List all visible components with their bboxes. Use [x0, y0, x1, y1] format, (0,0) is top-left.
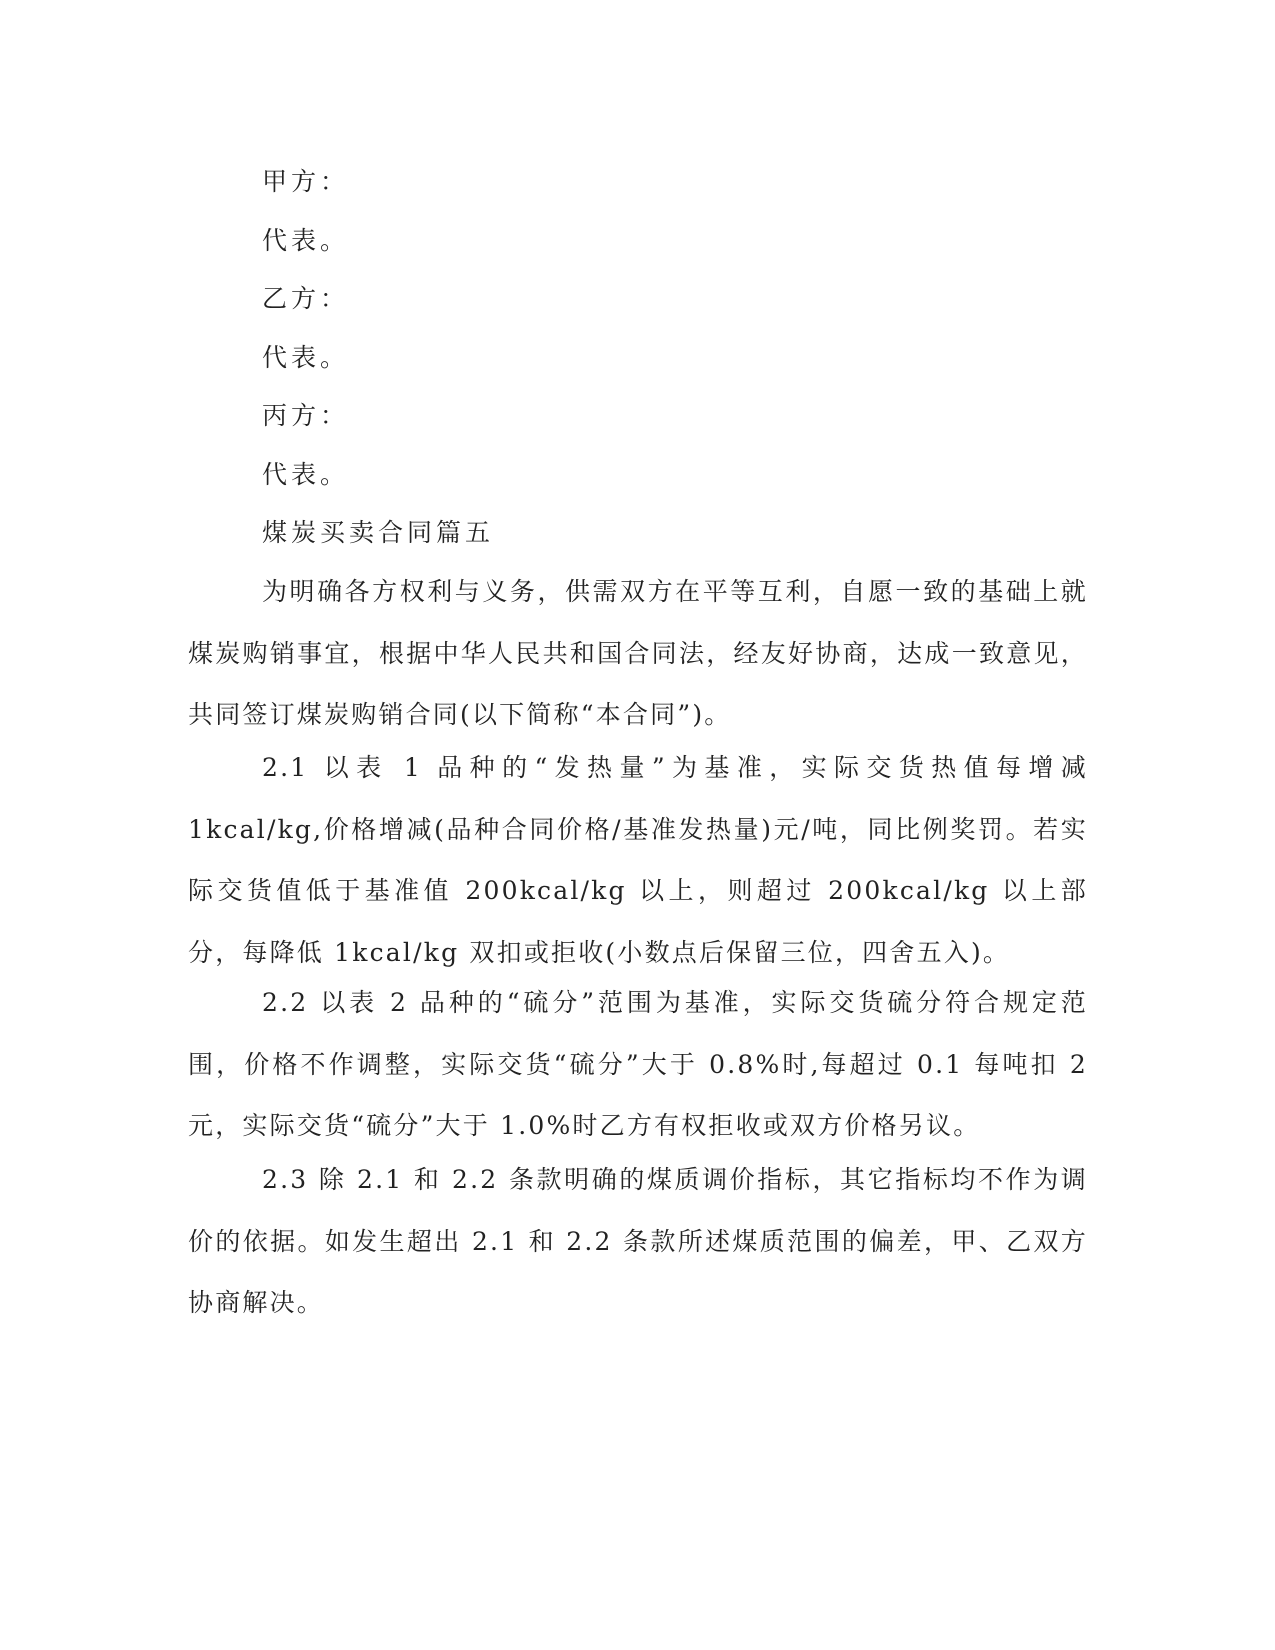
section-title: 煤炭买卖合同篇五 — [262, 518, 495, 547]
party-b-label: 乙方： — [262, 284, 350, 313]
party-c-representative: 代表。 — [262, 460, 350, 489]
paragraph-clause-2-3: 2.3 除 2.1 和 2.2 条款明确的煤质调价指标，其它指标均不作为调价的依据。如发生超出 2.1 和 2.2 条款所述煤质范围的偏差，甲、乙双方协商解决。 — [188, 1165, 1088, 1317]
party-a-label: 甲方： — [262, 167, 350, 196]
paragraph-clause-2-1: 2.1 以表 1 品种的“发热量”为基准，实际交货热值每增减 1kcal/kg,价格增减(品种合同价格/基准发热量)元/吨，同比例奖罚。若实际交货值低于基准值 200kcal/kg 以上，则超过 200kcal/kg 以上部分，每降低 1kcal/kg 双扣或拒收(小数点后保留三位，四舍五入)。 — [188, 753, 1088, 967]
paragraph-clause-2-2: 2.2 以表 2 品种的“硫分”范围为基准，实际交货硫分符合规定范围，价格不作调整，实际交货“硫分”大于 0.8%时,每超过 0.1 每吨扣 2 元，实际交货“硫分”大于 1.0%时乙方有权拒收或双方价格另议。 — [188, 988, 1088, 1140]
paragraph-preamble: 为明确各方权利与义务，供需双方在平等互利，自愿一致的基础上就煤炭购销事宜，根据中华人民共和国合同法，经友好协商，达成一致意见，共同签订煤炭购销合同(以下简称“本合同”)。 — [188, 577, 1088, 729]
party-c-label: 丙方： — [262, 401, 350, 430]
party-b-representative: 代表。 — [262, 343, 350, 372]
party-a-representative: 代表。 — [262, 226, 350, 255]
